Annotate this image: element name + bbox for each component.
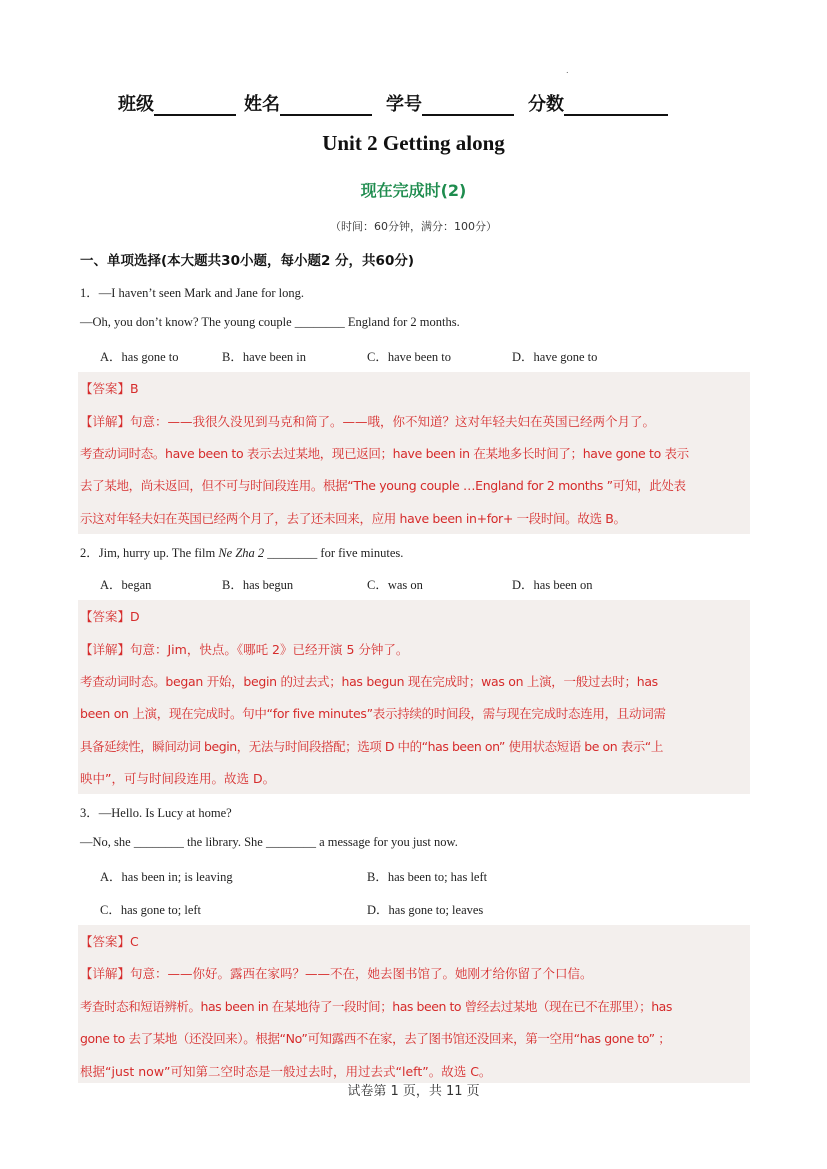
- section-title: 一、单项选择(本大题共30小题，每小题2 分，共60分): [80, 253, 415, 269]
- page-subtitle: 现在完成时(2): [360, 181, 467, 200]
- q3-stem-line1: 3．—Hello. Is Lucy at home?: [80, 806, 232, 820]
- time-note: （时间：60分钟，满分：100分）: [330, 220, 497, 233]
- q1-explain-line1: 【详解】句意：——我很久没见到马克和简了。——哦，你不知道？这对年轻夫妇在英国已经两个月了。: [80, 414, 656, 429]
- q3-explain-line4: 根据“just now”可知第二空时态是一般过去时，用过去式“left”。故选 C。: [80, 1064, 492, 1079]
- corner-dot: .: [566, 66, 569, 75]
- q1-answer: 【答案】B: [80, 381, 139, 396]
- q1-explain-line2: 考查动词时态。have been to 表示去过某地，现已返回；have been in 在某地多长时间了；have gone to 表示: [80, 446, 689, 461]
- q1-explain-line3: 去了某地，尚未返回，但不可与时间段连用。根据“The young couple …England for 2 months ”可知，此处表: [80, 478, 686, 493]
- q3-option-c[interactable]: C．has gone to; left: [100, 903, 202, 917]
- q1-answer-block: [78, 372, 750, 534]
- q2-stem-pre: 2．Jim, hurry up. The film: [80, 546, 219, 560]
- student-info-header: [118, 90, 676, 116]
- q2-option-c[interactable]: C．was on: [367, 578, 423, 592]
- q2-answer: 【答案】D: [80, 609, 140, 624]
- q3-explain-line1: 【详解】句意：——你好。露西在家吗？——不在，她去图书馆了。她刚才给你留了个口信。: [80, 966, 593, 981]
- q2-film-title: Ne Zha 2: [218, 546, 265, 560]
- id-label: 学号: [386, 94, 422, 115]
- q3-stem-line2: —No, she ________ the library. She ________ a message for you just now.: [80, 835, 458, 849]
- q2-option-b[interactable]: B．has begun: [222, 578, 294, 592]
- score-label: 分数: [528, 94, 564, 115]
- q3-option-d[interactable]: D．has gone to; leaves: [367, 903, 484, 917]
- page-footer: 试卷第 1 页，共 11 页: [347, 1084, 480, 1099]
- score-blank[interactable]: [564, 96, 668, 116]
- q1-option-c[interactable]: C．have been to: [367, 350, 452, 364]
- name-blank[interactable]: [280, 96, 372, 116]
- q1-stem-line1: 1．—I haven’t seen Mark and Jane for long.: [80, 286, 305, 300]
- q1-option-b[interactable]: B．have been in: [222, 350, 307, 364]
- q1-option-d[interactable]: D．have gone to: [512, 350, 598, 364]
- q2-answer-block: [78, 600, 750, 794]
- q2-explain-line1: 【详解】句意：Jim，快点。《哪吒 2》已经开演 5 分钟了。: [80, 642, 409, 657]
- id-blank[interactable]: [422, 96, 514, 116]
- q2-option-a[interactable]: A．began: [100, 578, 152, 592]
- q3-answer: 【答案】C: [80, 934, 139, 949]
- name-label: 姓名: [244, 94, 280, 115]
- q3-explain-line2: 考查时态和短语辨析。has been in 在某地待了一段时间；has been to 曾经去过某地（现在已不在那里）；has: [80, 999, 672, 1014]
- q2-explain-line5: 映中”，可与时间段连用。故选 D。: [80, 771, 276, 786]
- q2-option-d[interactable]: D．has been on: [512, 578, 593, 592]
- class-label: 班级: [118, 94, 154, 115]
- q3-explain-line3: gone to 去了某地（还没回来）。根据“No”可知露西不在家，去了图书馆还没回来，第一空用“has gone to” ；: [80, 1031, 671, 1046]
- q1-explain-line4: 示这对年轻夫妇在英国已经两个月了，去了还未回来，应用 have been in+for+ 一段时间。故选 B。: [80, 511, 626, 526]
- q3-option-b[interactable]: B．has been to; has left: [367, 870, 488, 884]
- class-blank[interactable]: [154, 96, 236, 116]
- q2-explain-line2: 考查动词时态。began 开始，begin 的过去式；has begun 现在完成时；was on 上演，一般过去时；has: [80, 674, 658, 689]
- q2-stem: [80, 543, 403, 561]
- q2-explain-line4: 具备延续性，瞬间动词 begin，无法与时间段搭配；选项 D 中的“has been on” 使用状态短语 be on 表示“上: [80, 739, 663, 754]
- q3-option-a[interactable]: A．has been in; is leaving: [100, 870, 233, 884]
- page-title: Unit 2 Getting along: [322, 131, 505, 155]
- q2-stem-post: ________ for five minutes.: [264, 546, 404, 560]
- q2-explain-line3: been on 上演，现在完成时。句中“for five minutes”表示持续的时间段，需与现在完成时态连用，且动词需: [80, 706, 666, 721]
- q1-stem-line2: —Oh, you don’t know? The young couple ________ England for 2 months.: [80, 315, 460, 329]
- q1-option-a[interactable]: A．has gone to: [100, 350, 179, 364]
- q3-answer-block: [78, 925, 750, 1083]
